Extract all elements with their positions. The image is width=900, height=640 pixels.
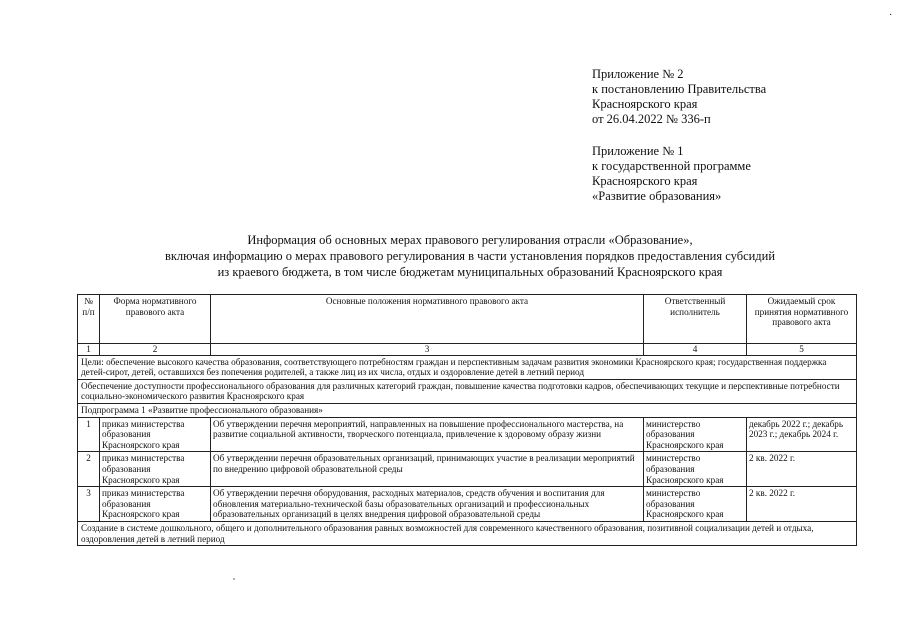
task-row (78, 521, 857, 545)
row-deadline: декабрь 2022 г.; декабрь 2023 г.; декабрь 2024 г. (747, 417, 857, 452)
task-row (78, 379, 857, 403)
table-row (78, 452, 857, 487)
title-line-1: Информация об основных мерах правового регулирования отрасли «Образование», (247, 233, 693, 247)
row-provisions: Об утверждении перечня оборудования, расходных материалов, средств обучения и воспитания для обновления материально-технической базы образовательных организаций и профессиональных образовательных организаций в целях внедрения цифровой образовательной среды (211, 487, 644, 522)
row-provisions: Об утверждении перечня мероприятий, направленных на повышение профессионального мастерства, на развитие социальной активности, творческого потенциала, привлечение к здоровому образу жизни (211, 417, 644, 452)
row-form: приказ министерства образования Красноярского края (100, 487, 211, 522)
table-header-row (78, 295, 857, 344)
column-number: 1 (78, 344, 100, 356)
column-number: 3 (211, 344, 644, 356)
appendix-2-line-4: от 26.04.2022 № 336-п (592, 112, 711, 126)
appendix-1-header (592, 144, 751, 204)
appendix-2-line-3: Красноярского края (592, 97, 698, 111)
row-deadline: 2 кв. 2022 г. (747, 452, 857, 487)
header-deadline: Ожидаемый срок принятия нормативного правового акта (747, 295, 857, 344)
subprogram-row (78, 403, 857, 417)
goals-row (78, 355, 857, 379)
document-title (80, 232, 860, 280)
regulation-table (77, 294, 857, 546)
column-number: 5 (747, 344, 857, 356)
corner-mark: · (889, 10, 893, 21)
appendix-1-line-3: Красноярского края (592, 174, 698, 188)
row-num: 3 (78, 487, 100, 522)
appendix-2-header (592, 67, 766, 127)
title-line-3: из краевого бюджета, в том числе бюджетам муниципальных образований Красноярского края (217, 265, 723, 279)
goals-text: Цели: обеспечение высокого качества образования, соответствующего потребностям граждан и перспективным задачам развития экономики Красноярского края; государственная поддержка детей-сирот, детей, оставшихся без попечения родителей, а также лиц из их числа, отдых и оздоровление детей в летний период (78, 355, 857, 379)
header-form: Форма нормативного правового акта (100, 295, 211, 344)
appendix-1-line-1: Приложение № 1 (592, 144, 684, 158)
column-number-row (78, 344, 857, 356)
appendix-1-line-2: к государственной программе (592, 159, 751, 173)
subprogram-text: Подпрограмма 1 «Развитие профессионального образования» (78, 403, 857, 417)
header-provisions: Основные положения нормативного правового акта (211, 295, 644, 344)
header-executor: Ответственный исполнитель (644, 295, 747, 344)
row-executor: министерство образования Красноярского края (644, 452, 747, 487)
row-deadline: 2 кв. 2022 г. (747, 487, 857, 522)
column-number: 4 (644, 344, 747, 356)
row-form: приказ министерства образования Красноярского края (100, 452, 211, 487)
appendix-2-line-2: к постановлению Правительства (592, 82, 767, 96)
row-provisions: Об утверждении перечня образовательных организаций, принимающих участие в реализации мероприятий по внедрению цифровой образовательной среды (211, 452, 644, 487)
column-number: 2 (100, 344, 211, 356)
scan-speck (233, 578, 235, 580)
row-num: 1 (78, 417, 100, 452)
task-2-text: Создание в системе дошкольного, общего и дополнительного образования равных возможностей для современного качественного образования, позитивной социализации детей и отдыха, оздоровления детей в летний период (78, 521, 857, 545)
appendix-1-line-4: «Развитие образования» (592, 189, 722, 203)
table-row (78, 487, 857, 522)
table-row (78, 417, 857, 452)
row-executor: министерство образования Красноярского края (644, 417, 747, 452)
row-form: приказ министерства образования Красноярского края (100, 417, 211, 452)
task-1-text: Обеспечение доступности профессионального образования для различных категорий граждан, повышение качества подготовки кадров, обеспечивающих текущие и перспективные потребности социально-экономического развития Красноярского края (78, 379, 857, 403)
row-num: 2 (78, 452, 100, 487)
header-num: № п/п (78, 295, 100, 344)
appendix-2-line-1: Приложение № 2 (592, 67, 684, 81)
title-line-2: включая информацию о мерах правового регулирования в части установления порядков предоставления субсидий (164, 249, 776, 263)
row-executor: министерство образования Красноярского края (644, 487, 747, 522)
